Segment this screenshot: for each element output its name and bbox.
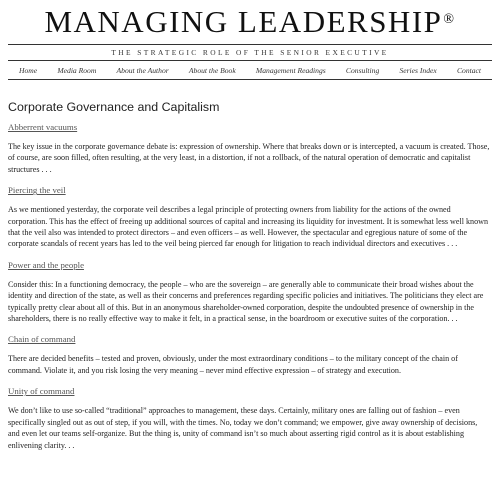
section-heading-piercing-the-veil[interactable]: Piercing the veil xyxy=(8,185,66,196)
main-nav xyxy=(8,61,492,79)
section-heading-power-and-the-people[interactable]: Power and the people xyxy=(8,259,84,270)
nav-item-series-index[interactable]: Series Index xyxy=(399,65,437,75)
nav-item-home[interactable]: Home xyxy=(19,65,38,75)
site-title-text: MANAGING LEADERSHIP xyxy=(44,4,443,39)
section-body-chain-of-command: There are decided benefits – tested and proven, obviously, under the most extraordinary conditions – to the military concept of the chain of command. Violate it, and you risk losing the very meaning – never mind effective expression – of strategy and execution. xyxy=(8,354,458,375)
nav-item-consulting[interactable]: Consulting xyxy=(345,65,380,75)
header-rule-top xyxy=(8,44,492,45)
section-heading-unity-of-command[interactable]: Unity of command xyxy=(8,386,75,397)
section-body-abberrent-vacuums: The key issue in the corporate governance debate is: expression of ownership. Where that breaks down or is intercepted, a vacuum is created. Those, of course, are soon filled, often resulting, at the very least, in a distortion, if not a rollback, of the natural operation of democratic and capitalist structures . . . xyxy=(8,142,490,174)
registered-mark: ® xyxy=(443,12,456,27)
nav-item-about-the-book[interactable]: About the Book xyxy=(188,65,236,75)
site-title[interactable] xyxy=(0,4,500,40)
section-body-power-and-the-people: Consider this: In a functioning democracy, the people – who are the sovereign – are generally able to communicate their broad wishes about the identity and direction of the state, as well as their concerns and preferences regarding specific policies and initiatives. The politicians they elect are typically pretty clear about all of this. But in an anonymous shareholder-owned corporation, despite the undoubted presence of ownership in the shareholders, there is no really effective way to make it felt, in a practical sense, in the boardroom or executive suites of the corporation. . . xyxy=(8,279,484,324)
site-tagline: THE STRATEGIC ROLE OF THE SENIOR EXECUTIVE xyxy=(111,48,389,57)
section-body-unity-of-command: We don’t like to use so-called “traditional” approaches to management, these days. Certainly, military ones are falling out of fashion – even specifically singled out as out of step, if you will, with the times. No, today we don’t command; we empower, give away ownership of decisions, and even let our teams self-organize. But the thing is, unity of command isn’t so much about asserting rigid control as it is about establishing enlivening clarity. . . xyxy=(8,406,478,450)
section-heading-abberrent-vacuums[interactable]: Abberrent vacuums xyxy=(8,122,78,132)
nav-item-contact[interactable]: Contact xyxy=(456,65,481,75)
section-heading-chain-of-command[interactable]: Chain of command xyxy=(8,334,76,345)
header-rule-bottom xyxy=(8,79,492,80)
nav-item-management-readings[interactable]: Management Readings xyxy=(255,65,326,75)
article-title: Corporate Governance and Capitalism xyxy=(8,100,220,114)
section-body-piercing-the-veil: As we mentioned yesterday, the corporate veil describes a legal principle of protecting owners from liability for the actions of the owned corporation. This has the effect of freeing up additional sources of capital and increasing its liquidity for investment. It is somewhat less well known that the veil also was intended to protect directors – and even officers – as well. However, the spectacular and egregious nature of some of the corporate scandals of recent years has led to the veil being pierced far enough for litigation to reach individual directors and executives . . . xyxy=(8,205,489,249)
nav-item-about-the-author[interactable]: About the Author xyxy=(116,65,169,75)
article xyxy=(0,100,500,451)
nav-item-media-room[interactable]: Media Room xyxy=(57,65,97,75)
